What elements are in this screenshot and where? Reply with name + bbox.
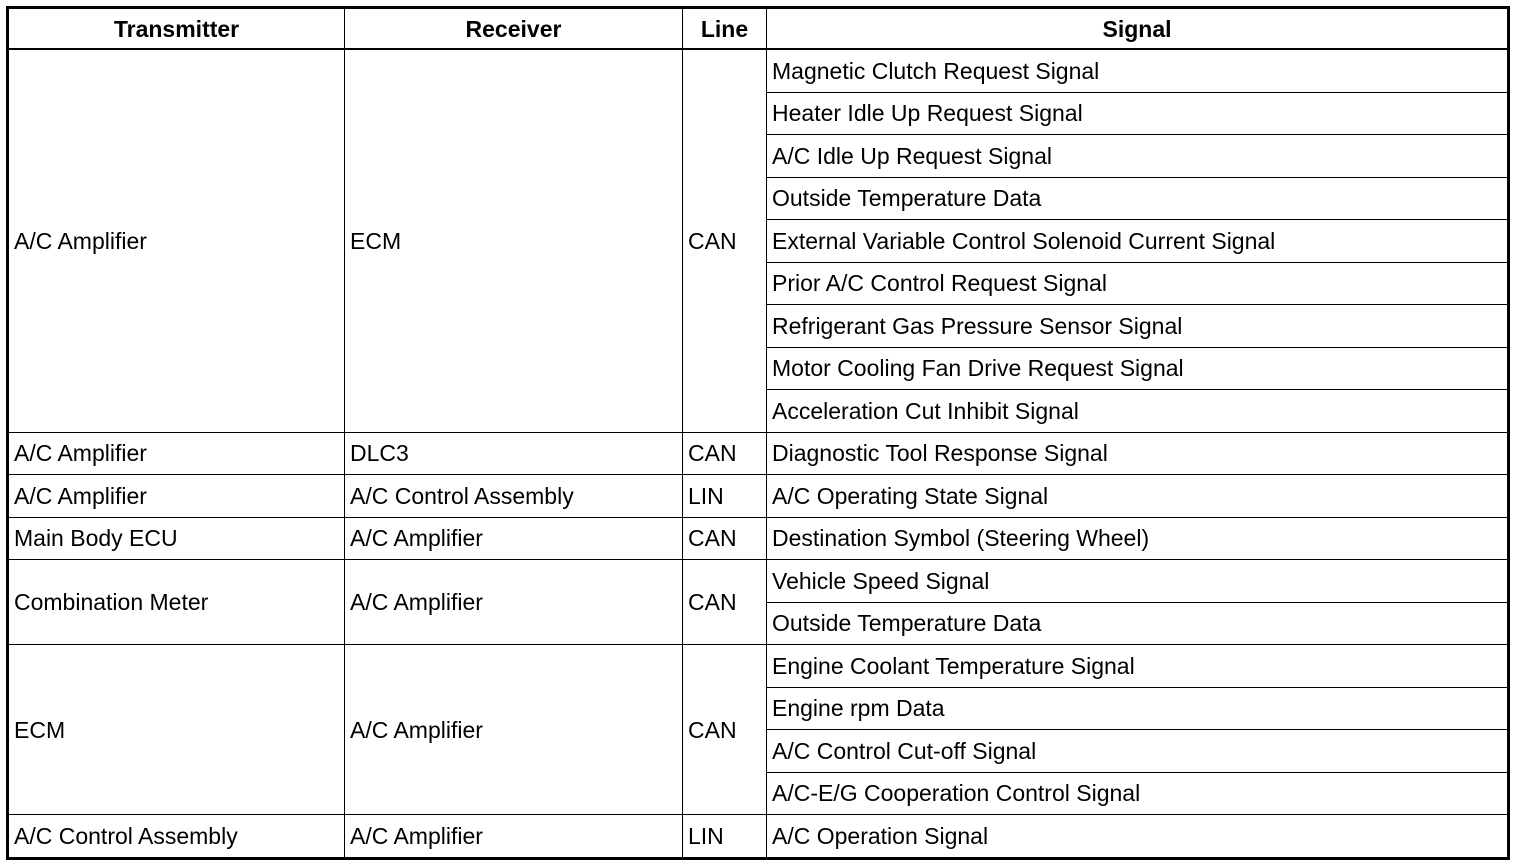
receiver-cell: A/C Amplifier [345,560,683,645]
signal-cell: External Variable Control Solenoid Current Signal [767,220,1509,263]
receiver-cell: A/C Amplifier [345,645,683,815]
line-cell: LIN [683,815,767,859]
signal-cell: A/C Operation Signal [767,815,1509,859]
transmitter-cell: Main Body ECU [8,517,345,560]
receiver-cell: A/C Amplifier [345,517,683,560]
signal-cell: Prior A/C Control Request Signal [767,262,1509,305]
signal-cell: Outside Temperature Data [767,177,1509,220]
table-row [8,645,1509,688]
table-row [8,432,1509,475]
signal-cell: Engine Coolant Temperature Signal [767,645,1509,688]
transmitter-cell: A/C Amplifier [8,475,345,518]
receiver-cell: DLC3 [345,432,683,475]
header-line: Line [683,8,767,50]
communication-table [6,6,1510,860]
signal-cell: Motor Cooling Fan Drive Request Signal [767,347,1509,390]
line-cell: LIN [683,475,767,518]
line-cell: CAN [683,517,767,560]
transmitter-cell: A/C Amplifier [8,49,345,432]
table-body [8,49,1509,858]
line-cell: CAN [683,560,767,645]
signal-cell: Engine rpm Data [767,687,1509,730]
communication-table-container [6,6,1507,860]
signal-cell: Magnetic Clutch Request Signal [767,49,1509,92]
table-row [8,517,1509,560]
receiver-cell: ECM [345,49,683,432]
signal-cell: Refrigerant Gas Pressure Sensor Signal [767,305,1509,348]
line-cell: CAN [683,645,767,815]
transmitter-cell: A/C Amplifier [8,432,345,475]
signal-cell: Outside Temperature Data [767,602,1509,645]
header-receiver: Receiver [345,8,683,50]
signal-cell: Destination Symbol (Steering Wheel) [767,517,1509,560]
signal-cell: A/C Idle Up Request Signal [767,135,1509,178]
transmitter-cell: A/C Control Assembly [8,815,345,859]
table-row [8,475,1509,518]
table-row [8,49,1509,92]
receiver-cell: A/C Amplifier [345,815,683,859]
table-row [8,815,1509,859]
table-header-row [8,8,1509,50]
transmitter-cell: ECM [8,645,345,815]
signal-cell: Diagnostic Tool Response Signal [767,432,1509,475]
signal-cell: Heater Idle Up Request Signal [767,92,1509,135]
signal-cell: A/C-E/G Cooperation Control Signal [767,772,1509,815]
line-cell: CAN [683,432,767,475]
transmitter-cell: Combination Meter [8,560,345,645]
signal-cell: A/C Control Cut-off Signal [767,730,1509,773]
signal-cell: Acceleration Cut Inhibit Signal [767,390,1509,433]
signal-cell: Vehicle Speed Signal [767,560,1509,603]
receiver-cell: A/C Control Assembly [345,475,683,518]
table-row [8,560,1509,603]
line-cell: CAN [683,49,767,432]
signal-cell: A/C Operating State Signal [767,475,1509,518]
header-signal: Signal [767,8,1509,50]
header-transmitter: Transmitter [8,8,345,50]
